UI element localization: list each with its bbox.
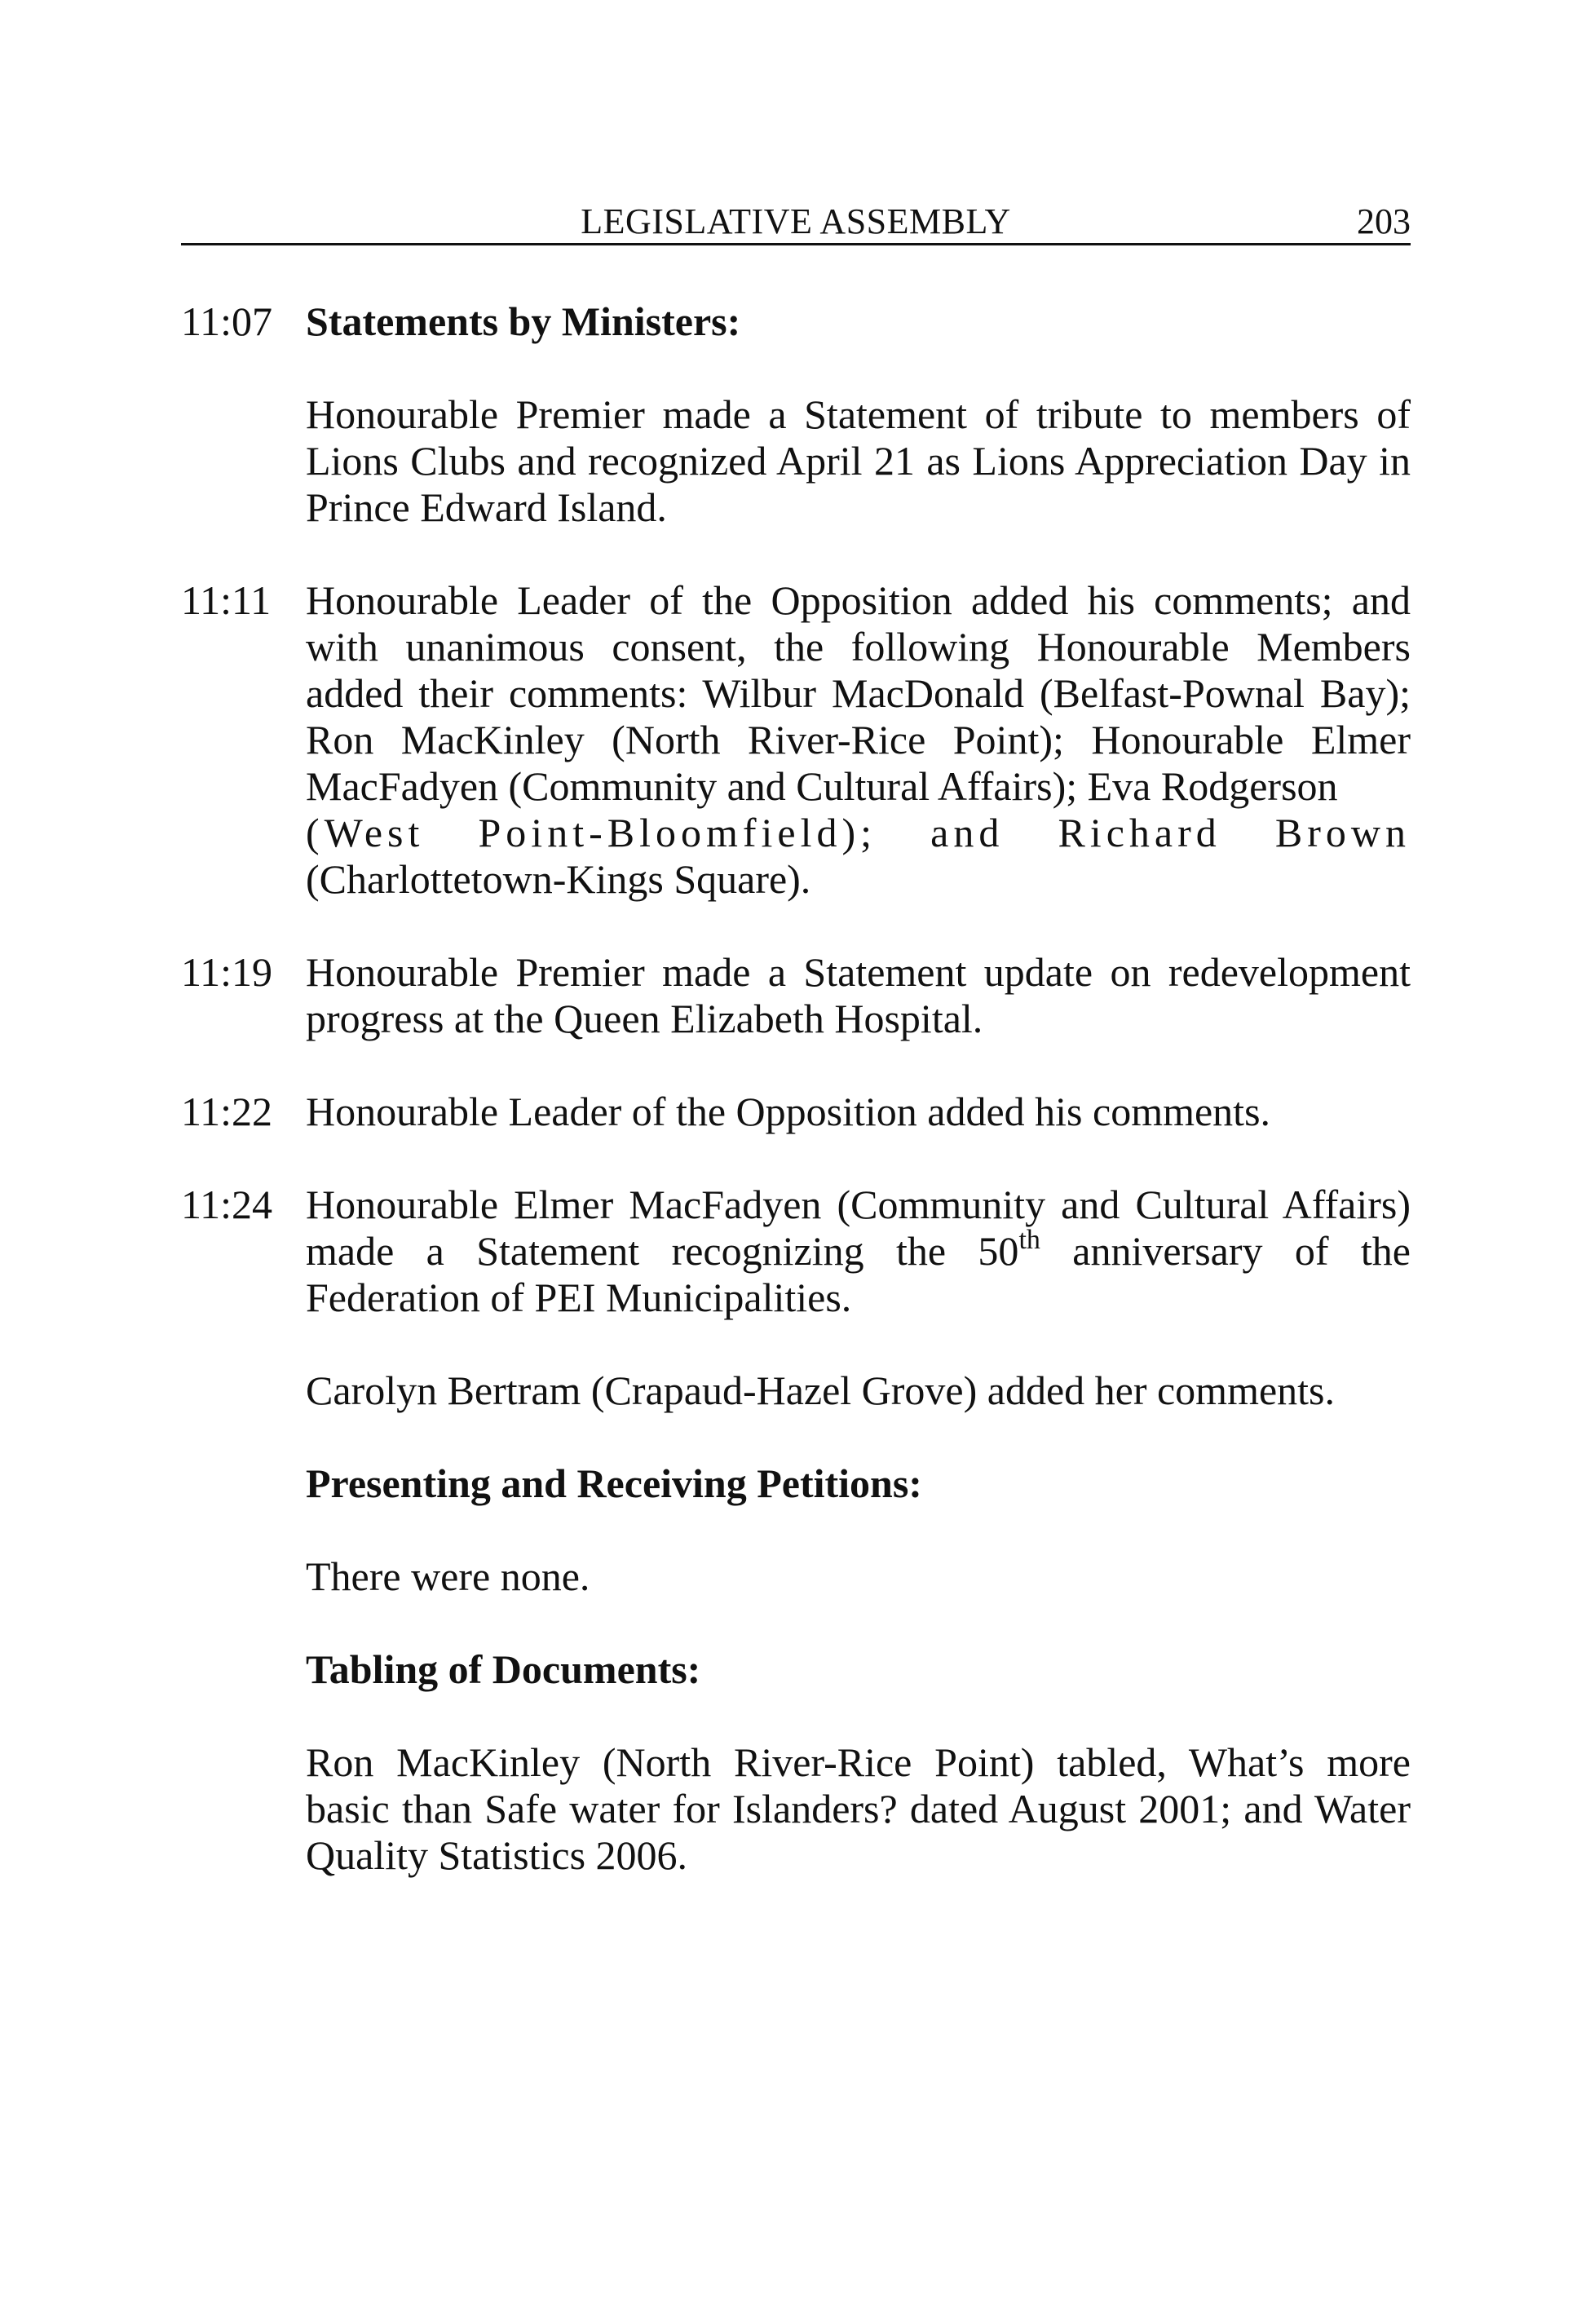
- entry-petitions-heading: [181, 1460, 1411, 1507]
- paragraph-text: Honourable Elmer MacFadyen (Community and Cultural Affairs) made a Statement recognizing the 50: [306, 1182, 1411, 1274]
- running-header: [181, 201, 1411, 245]
- paragraph: Carolyn Bertram (Crapaud-Hazel Grove) added her comments.: [306, 1367, 1336, 1413]
- entry-bertram-comments: [181, 1367, 1411, 1414]
- entry-statements-heading: [181, 298, 1411, 345]
- entry-hospital-update: [181, 949, 1411, 1042]
- paragraph: Honourable Premier made a Statement update on redevelopment progress at the Queen Elizabeth Hospital.: [306, 949, 1411, 1041]
- paragraph: [306, 1182, 1411, 1321]
- entry-tabled-documents: [181, 1739, 1411, 1879]
- entry-petitions-none: [181, 1553, 1411, 1600]
- spread-word: (West: [306, 810, 425, 855]
- entry-time: 11:07: [181, 298, 273, 344]
- paragraph-text: Honourable Leader of the Opposition added his comments; and with unanimous consent, the following Honourable Members added their comments: Wilbur MacDonald (Belfast-Pownal Bay); Ron MacKinley (North River-Rice Point); Honourable Elmer MacFadyen (Community and Cultural Affairs); Eva Rodgerson: [306, 577, 1411, 809]
- entry-premier-tribute: [181, 391, 1411, 531]
- spread-word: Richard: [1058, 810, 1221, 855]
- paragraph: There were none.: [306, 1553, 590, 1599]
- entry-time: 11:11: [181, 577, 272, 623]
- paragraph: [306, 577, 1411, 903]
- spread-word: and: [930, 810, 1005, 855]
- section-heading: Statements by Ministers:: [306, 298, 741, 344]
- entry-time: 11:22: [181, 1089, 273, 1134]
- entry-opposition-comments: [181, 577, 1411, 903]
- paragraph-text: (Charlottetown-Kings Square).: [306, 856, 811, 902]
- running-title: LEGISLATIVE ASSEMBLY: [581, 201, 1011, 241]
- spread-line: [306, 810, 1411, 856]
- entry-opposition-reply: [181, 1089, 1411, 1135]
- entry-time: 11:24: [181, 1182, 273, 1227]
- page-number: 203: [1357, 201, 1411, 241]
- entry-time: 11:19: [181, 949, 273, 995]
- ordinal-suffix: th: [1018, 1225, 1040, 1255]
- entry-municipalities-statement: [181, 1182, 1411, 1321]
- paragraph: Ron MacKinley (North River-Rice Point) tabled, What’s more basic than Safe water for Islanders? dated August 2001; and Water Quality Statistics 2006.: [306, 1739, 1411, 1878]
- section-heading: Presenting and Receiving Petitions:: [306, 1460, 922, 1506]
- paragraph-text: anniversary of the Federation of PEI Municipalities.: [306, 1228, 1411, 1320]
- entry-tabling-heading: [181, 1646, 1411, 1693]
- section-heading: Tabling of Documents:: [306, 1646, 701, 1692]
- spread-word: Point-Bloomfield);: [478, 810, 877, 855]
- journal-body: [181, 298, 1411, 1925]
- spread-word: Brown: [1274, 810, 1411, 855]
- paragraph: Honourable Premier made a Statement of tribute to members of Lions Clubs and recognized April 21 as Lions Appreciation Day in Prince Edward Island.: [306, 391, 1411, 530]
- paragraph: Honourable Leader of the Opposition added his comments.: [306, 1089, 1271, 1134]
